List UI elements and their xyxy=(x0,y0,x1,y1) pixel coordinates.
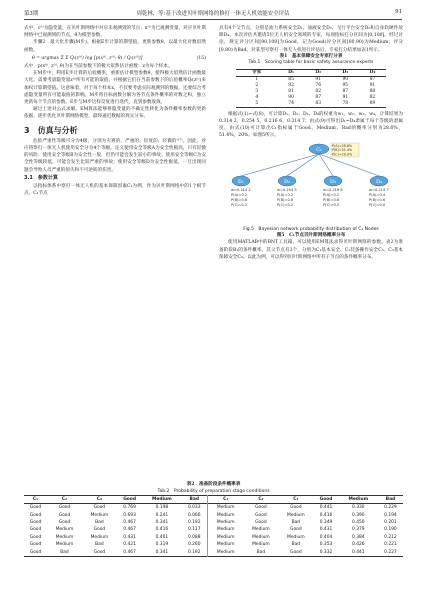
table-cell: Medium xyxy=(208,541,244,548)
issue-number: 第3期 xyxy=(24,11,39,17)
running-title: 周乾林，等:基于改进贝叶斯网络的修打一体无人机效能安全评估 xyxy=(136,11,290,17)
table-cell: Medium xyxy=(208,549,244,557)
table-cell: 82 xyxy=(315,88,322,94)
paragraph: 以指标体系中察打一体无人机的基本保障因素C₁为例，作为贝叶斯网络中的1个根节点，C₁节点 xyxy=(24,184,206,197)
table-cell: Medium xyxy=(55,527,74,533)
table-cell: Good xyxy=(93,527,106,533)
table-cell: Good xyxy=(29,542,42,548)
table-cell: 0.221 xyxy=(384,542,397,548)
table-cell: Good xyxy=(290,527,302,533)
child-node-label: D₄ xyxy=(375,179,383,186)
child-node-parameter: w=0.314 2 xyxy=(231,188,251,193)
table-cell: 0.379 xyxy=(352,527,365,533)
table-row xyxy=(236,101,386,108)
child-node-parameter: P(A)=0.4 xyxy=(369,193,386,198)
child-node-parameter: w=0.216 6 xyxy=(323,188,343,193)
column-header: C₃ xyxy=(96,496,102,502)
table-cell: 88 xyxy=(369,88,376,94)
right-column xyxy=(219,25,403,261)
network-edge xyxy=(319,154,379,176)
table-cell: Medium xyxy=(287,512,305,518)
table-cell: 87 xyxy=(369,76,376,82)
expert-score-table xyxy=(236,69,386,108)
table-cell: 92 xyxy=(288,82,294,88)
left-column xyxy=(24,25,206,197)
table2-caption-cn: 表2 准备阶段条件概率表 xyxy=(186,482,241,487)
table-row xyxy=(24,549,403,557)
column-header: D₂ xyxy=(315,69,322,75)
table-cell: 0.227 xyxy=(384,549,397,555)
table-cell: 0.416 xyxy=(155,527,169,533)
table-cell: Good xyxy=(290,549,302,555)
table-cell: Medium xyxy=(55,534,74,540)
table2-block xyxy=(24,482,403,557)
column-header: C₂ xyxy=(61,496,68,502)
table-cell: 87 xyxy=(315,94,322,100)
table-cell: Good xyxy=(29,520,42,526)
table-cell: Medium xyxy=(252,534,270,540)
table-cell: 0.260 xyxy=(187,542,201,548)
paragraph: 步骤2 最大化步骤(M步)。根据E步计算的期望值，更新参数θ，以最大化对数似然函数。 xyxy=(24,40,206,53)
table-cell: Medium xyxy=(208,512,244,519)
column-header: D₁ xyxy=(288,69,295,75)
column-header: C₁ xyxy=(32,496,39,502)
table-cell: 0.467 xyxy=(123,527,136,533)
column-header: Good xyxy=(123,496,136,502)
table1-caption-cn: 表1 基本保障安全专家打分表 xyxy=(279,53,343,59)
table-cell: 0.441 xyxy=(352,549,365,555)
table-cell: 0.390 xyxy=(352,512,365,518)
section-heading: 3 仿真与分析 xyxy=(24,125,78,135)
table-cell: Good xyxy=(93,549,106,555)
equation-number: (15) xyxy=(196,55,206,61)
table-cell: 90 xyxy=(342,76,349,82)
table-cell: Medium xyxy=(90,534,109,540)
table-cell: Medium xyxy=(208,534,244,541)
table-cell: Good xyxy=(255,520,267,526)
table-cell: 0.341 xyxy=(155,520,169,526)
child-node-parameter: P(B)=0.6 xyxy=(369,198,386,203)
table-cell: Good xyxy=(29,505,42,511)
paragraph: 在M步中，利用E步计算的后验概率，重新估计模型参数θ，使得极大似然估计函数最大化。需要考虑隐变量z⁽ⁱ⁾所有可能的取值，并根据它们在当前参数下的后验概率Qᵢ(z⁽ⁱ⁾)来加权计算期望值。这意味着，对于每个样本x，不仅要考虑实际观测到的数据，还要综合考虑隐变量所有可能取值的影响。M步将目标函数分解为各节点条件概率的对数之和，独立更新每个节点的参数。E步与M步这样反复进行迭代，直到参数收敛。 xyxy=(24,71,206,106)
table-cell: 0.192 xyxy=(187,520,201,526)
child-node-parameter: P(A)=0.2 xyxy=(323,193,340,198)
child-node-parameter: P(C)=0.2 xyxy=(277,203,294,208)
column-header: C₁ xyxy=(208,495,244,503)
table-cell: 0.229 xyxy=(384,505,397,511)
table-cell: 85 xyxy=(288,76,294,82)
column-header: C₃ xyxy=(293,496,299,502)
child-node-label: D₁ xyxy=(237,179,245,186)
table-cell: Good xyxy=(290,505,302,511)
column-header: 专家 xyxy=(252,69,262,75)
subsection-heading: 3.1 参数计算 xyxy=(24,174,58,181)
paragraph: 式中，c⁽ᵗ⁾为隐变量，在贝叶斯网络中对应未观测到的节点；x⁽ᵗ⁾为已观测变量，对应贝叶斯网络中已观测到的节点，θ为模型参数。 xyxy=(24,26,206,39)
table-cell: 0.431 xyxy=(319,527,333,533)
child-node-parameter: P(A)=0.2 xyxy=(277,193,294,198)
table-cell: 4 xyxy=(255,94,259,100)
table1-caption-en: Tab.1 Scoring table for basic safety assurance experts xyxy=(248,60,374,66)
bayesian-network-figure xyxy=(219,141,403,224)
table-cell: Good xyxy=(29,549,42,555)
table-cell: 0.033 xyxy=(187,505,201,511)
table-cell: 0.330 xyxy=(352,505,365,511)
table-cell: Good xyxy=(93,505,106,511)
table-row xyxy=(24,534,403,541)
child-node-parameter: w=0.254 5 xyxy=(277,188,297,193)
paragraph: 使用MATLAB中的BNT工具箱，可以使用EM算法求得贝叶斯网络的参数。表2为准备阶段B₁的条件概率，其父节点有3个，分别为C₁基本安全、C₂装备操作安全C₃、C₃基本保障安全C₃。以此为例，可以得到贝叶斯网络中所有子节点的条件概率分布。 xyxy=(219,240,403,260)
column-header: Good xyxy=(319,496,333,502)
table-cell: 0.066 xyxy=(187,512,201,518)
table-cell: 0.693 xyxy=(123,512,136,518)
root-probability-line: P(A)=28.6% xyxy=(332,144,353,149)
column-header: D₃ xyxy=(342,69,349,75)
table-cell: Medium xyxy=(90,512,109,518)
table-cell: Bad xyxy=(95,520,104,526)
table-cell: 82 xyxy=(369,94,376,100)
table-cell: 0.088 xyxy=(187,534,201,540)
column-header: C₂ xyxy=(258,496,264,502)
table-cell: 83 xyxy=(315,100,322,106)
table-cell: Bad xyxy=(291,542,301,548)
equation-body: θ = argmax Σ Σ Qᵢ(z⁽ⁱ⁾) log [p(x⁽ⁱ⁾, z⁽ⁱ⁾; θ) / Qᵢ(z⁽ⁱ⁾)] xyxy=(32,55,143,61)
column-header: Medium xyxy=(348,496,369,502)
table-cell: Medium xyxy=(208,504,244,512)
table-cell: 0.467 xyxy=(123,520,136,526)
column-header: D₄ xyxy=(369,69,376,75)
table-cell: 0.467 xyxy=(123,549,136,555)
table-cell: 90 xyxy=(288,94,294,100)
table-cell: Medium xyxy=(252,527,270,533)
table-cell: 0.319 xyxy=(155,542,169,548)
table-cell: Good xyxy=(255,512,267,518)
table-cell: Medium xyxy=(208,519,244,526)
table-cell: 95 xyxy=(342,82,349,88)
table-cell: Good xyxy=(29,527,42,533)
table-cell: 0.431 xyxy=(123,534,136,540)
table-cell: 74 xyxy=(288,100,294,106)
network-edge xyxy=(241,154,319,176)
page-number: 91 xyxy=(395,9,402,15)
equation-15 xyxy=(32,55,206,62)
table-row xyxy=(24,519,403,526)
paragraph: 式中，p(x⁽ⁱ⁾, z⁽ⁱ⁾; θ)为在当前参数下的极大似然估计函数；z为每个样本。 xyxy=(24,64,173,70)
table-cell: 0.192 xyxy=(187,549,201,555)
table-cell: 0.441 xyxy=(319,505,333,511)
child-node-parameter: P(C)=0.0 xyxy=(369,203,386,208)
root-probability-line: P(C)=20.0% xyxy=(332,152,353,157)
child-node-parameter: w=0.214 7 xyxy=(369,188,389,193)
table-cell: 0.341 xyxy=(155,549,169,555)
table-cell: 0.404 xyxy=(319,534,333,540)
table-cell: 0.349 xyxy=(319,520,333,526)
table-cell: Bad xyxy=(95,542,104,548)
child-node-parameter: P(C)=0.2 xyxy=(323,203,340,208)
bayesian-network-diagram xyxy=(219,141,403,221)
column-header: Bad xyxy=(385,496,396,502)
table-cell: Bad xyxy=(256,549,266,555)
page-header xyxy=(24,9,402,20)
table-cell: 3 xyxy=(255,88,259,94)
child-node-parameter: P(B)=0.6 xyxy=(323,198,340,203)
child-node-label: D₃ xyxy=(329,179,337,186)
table-cell: 1 xyxy=(255,76,259,82)
table-cell: 0.401 xyxy=(155,534,169,540)
child-node-parameter: P(A)=0.2 xyxy=(231,193,248,198)
network-edge xyxy=(319,154,333,176)
table-cell: Good xyxy=(58,505,71,511)
child-node-parameter: P(B)=0.6 xyxy=(231,198,248,203)
table-cell: Medium xyxy=(55,542,74,548)
table-cell: 81 xyxy=(288,88,294,94)
figure5-caption-en: Fig.5 Bayesian network probability distribution of C₁ Nodes xyxy=(243,226,379,232)
table-cell: 0.421 xyxy=(123,542,136,548)
table-cell: 0.769 xyxy=(123,505,136,511)
table-cell: 0.117 xyxy=(187,527,201,533)
table-row xyxy=(24,512,403,519)
child-node-label: D₂ xyxy=(283,179,291,186)
table-row xyxy=(24,504,403,512)
table-cell: Good xyxy=(29,534,42,540)
table-cell: Medium xyxy=(287,534,305,540)
table-cell: Bad xyxy=(291,520,301,526)
table-cell: 5 xyxy=(255,100,259,106)
table-cell: Medium xyxy=(208,526,244,533)
root-node-label: C₁ xyxy=(316,147,322,154)
table-cell: 89 xyxy=(369,100,376,106)
paragraph: 通过上述对公式求解，EM算法能够将隐变量的不确定性转化为条件概率参数的更新依据，逐步优化贝叶斯网络模型，最终逼近数据的真实分布。 xyxy=(24,107,206,120)
root-probability-line: P(B)=51.4% xyxy=(332,148,353,153)
network-edge xyxy=(287,154,319,176)
table-cell: 0.212 xyxy=(384,534,397,540)
paragraph: 根据式(1)~式(8)，可计算D₁、D₂、D₃、D₄的权重为w₁、w₂、w₃、w₄，计算结果为0.314 2，0.254 5，0.216 6，0.214 7；由式(9)可得出D₁~D₄隶属于每个等级的隶属度，由式(10)可计算出C₁指标属于Good、Medium、Bad的概率分别为28.6%，51.4%，20%。如图5所示。 xyxy=(219,111,403,139)
table-cell: 91 xyxy=(342,94,349,100)
table-cell: 0.194 xyxy=(384,512,397,518)
table2-caption-en: Tab.2 Probability of preparation stage conditions xyxy=(157,488,270,494)
table-cell: Bad xyxy=(60,549,69,555)
table-cell: 78 xyxy=(342,100,349,106)
table-cell: Good xyxy=(58,520,71,526)
table-cell: 91 xyxy=(315,76,322,82)
table-cell: 76 xyxy=(315,82,322,88)
table-cell: 0.190 xyxy=(384,527,397,533)
column-header: Medium xyxy=(152,496,172,502)
table-cell: 0.332 xyxy=(319,549,333,555)
table-cell: 0.198 xyxy=(155,505,169,511)
table-cell: 0.201 xyxy=(384,520,397,526)
figure5-caption-cn: 图5 C₁节点贝叶斯网络概率分布 xyxy=(276,232,346,238)
table-cell: 2 xyxy=(255,82,259,88)
table-cell: 0.450 xyxy=(352,520,365,526)
table-cell: Medium xyxy=(252,542,270,548)
table-row xyxy=(24,541,403,548)
table-row xyxy=(24,526,403,533)
paragraph: 危险严重性等级可分为4级，分别为灾难的、严重的、轻度的、轻微的⁽¹⁷⁾。因此，对应将察打一体无人机使用安全分为4个等级。定义使用安全等级A为安全性极高，只有轻微的风险；使用安全等级B为安全性一般，但仍可能会发生较小的事故；使用安全等级C为安全性等级较低，可能会发生比较严重的事故；使用安全等级D为安全性极低，一旦出现问题会导致人员严重的损失和不可逆转的伤害。 xyxy=(24,138,206,173)
child-node-parameter: P(B)=0.6 xyxy=(277,198,294,203)
table-cell: 0.426 xyxy=(352,542,365,548)
table-cell: 0.416 xyxy=(319,512,333,518)
table-cell: Good xyxy=(255,505,267,511)
table-cell: 0.353 xyxy=(319,542,333,548)
child-node-parameter: P(C)=0.2 xyxy=(231,203,248,208)
table-cell: Good xyxy=(29,512,42,518)
condition-probability-table xyxy=(24,495,403,557)
table-cell: 0.384 xyxy=(352,534,365,540)
table-cell: 91 xyxy=(369,82,376,88)
table-cell: 87 xyxy=(342,88,349,94)
table-cell: Good xyxy=(58,512,71,518)
paragraph: 具有4个父节点，分别是油力系统安全D₁、油液安全D₂、飞行平台安全D₃和自身软硬件故障D₄。本次评估共邀请5位无人机安全领域的专家，每项指标打分区间为[0,100]。经过讨论，规定评分区间[90,100]为Good，记为Good(评分区间[80,90)为Medium；评分[0,80)为Bad。对某型号察打一体无人机进行评估后，专家打分结果如表1所示。 xyxy=(219,26,403,53)
column-header: Bad xyxy=(189,496,199,502)
table-cell: 0.241 xyxy=(155,512,169,518)
